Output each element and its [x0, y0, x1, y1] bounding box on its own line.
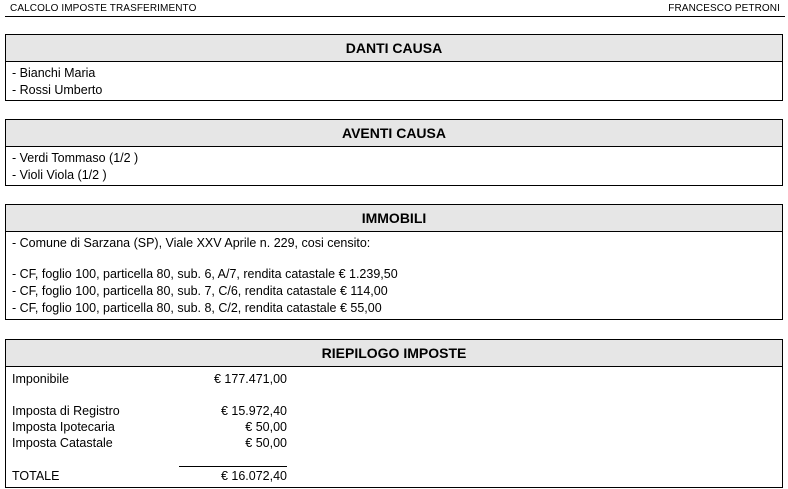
section-title-danti-causa: DANTI CAUSA [6, 35, 782, 62]
section-danti-causa [5, 34, 783, 101]
imponibile-value: € 177.471,00 [214, 372, 287, 386]
total-rule [179, 466, 287, 467]
header-rule [5, 16, 785, 17]
section-riepilogo-imposte [5, 339, 783, 488]
riepilogo-row-ipotecaria [6, 419, 296, 436]
catastale-label: Imposta Catastale [12, 436, 113, 450]
header-left-title: CALCOLO IMPOSTE TRASFERIMENTO [10, 3, 197, 14]
section-title-immobili: IMMOBILI [6, 205, 782, 232]
riepilogo-row-totale [6, 468, 296, 485]
section-aventi-causa [5, 119, 783, 186]
registro-label: Imposta di Registro [12, 404, 120, 418]
aventi-causa-item: - Verdi Tommaso (1/2 ) [12, 151, 139, 165]
totale-label: TOTALE [12, 469, 60, 483]
riepilogo-row-registro [6, 403, 296, 420]
header-right-author: FRANCESCO PETRONI [668, 3, 780, 14]
ipotecaria-value: € 50,00 [245, 420, 287, 434]
ipotecaria-label: Imposta Ipotecaria [12, 420, 115, 434]
section-immobili [5, 204, 783, 320]
immobili-item: - CF, foglio 100, particella 80, sub. 7, C/6, rendita catastale € 114,00 [12, 284, 388, 298]
riepilogo-row-catastale [6, 435, 296, 452]
registro-value: € 15.972,40 [220, 404, 287, 418]
catastale-value: € 50,00 [245, 436, 287, 450]
imponibile-label: Imponibile [12, 372, 69, 386]
immobili-item: - CF, foglio 100, particella 80, sub. 6, A/7, rendita catastale € 1.239,50 [12, 267, 398, 281]
section-title-riepilogo: RIEPILOGO IMPOSTE [6, 340, 782, 367]
danti-causa-item: - Rossi Umberto [12, 83, 103, 97]
section-title-aventi-causa: AVENTI CAUSA [6, 120, 782, 147]
riepilogo-row-imponibile [6, 371, 296, 388]
aventi-causa-item: - Violi Viola (1/2 ) [12, 168, 107, 182]
immobili-intro: - Comune di Sarzana (SP), Viale XXV Aprile n. 229, cosi censito: [12, 236, 371, 250]
totale-value: € 16.072,40 [220, 469, 287, 483]
immobili-item: - CF, foglio 100, particella 80, sub. 8, C/2, rendita catastale € 55,00 [12, 301, 382, 315]
danti-causa-item: - Bianchi Maria [12, 66, 96, 80]
